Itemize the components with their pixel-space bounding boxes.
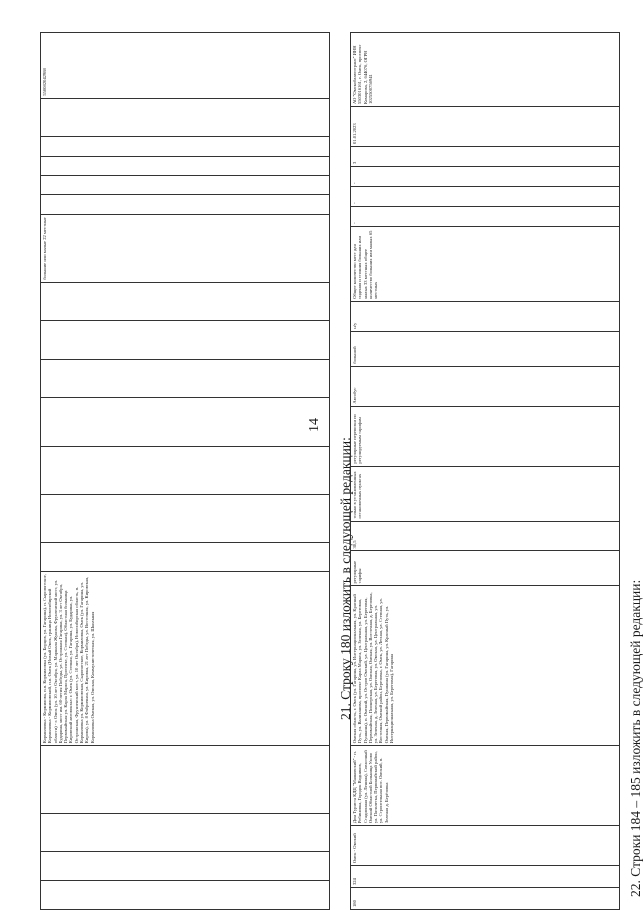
dash-cell: - (351, 166, 620, 186)
stops-cell: Кормиловка - Кормилова, п.п. Кормиловка (ул. Борцов, ул. Гагарина), п. Сыропятское, Кормиловка - Кормиловский, п.п. Омск (Новый Омск, граница Новосибирской области) - г. Омск (ул. 10 лет Октября, ул. Маршала Жукова, Фрунзенский мост, ул. Бударина, мост им. 60-летия Победы, ул. Острожная Гагарина, ул. 3 лет Октября, Первомайская ул. Карла Маркса, Проспект, ул. Степная), Областная больница Кировский автовокзал: г. Омск (ул. Степная, ул. Гагарина, ул. Бударина, ул. Острожская, Фрунзенский мост, ул. 10 лет Октября), Новосибирская область, п. Кормиловка ул. Кормиловская, Сыропятское, Кормиловка, Омск (ул. Гагарина, ул. Кирова), ул. 8 Фабричная, ул. Кировка, 21 лет Победы, ул. Восточная, ул. Кировская, Кормиловка Омская, ул. Омская, Коммунистическая, ул. Школьная (41, 571, 330, 745)
locality-cell: Омск - Омский (351, 826, 620, 866)
table-row-180 (350, 32, 620, 910)
page-number: 14 (307, 418, 322, 432)
route-name-cell: Дом Туриста КДЦ "Маяковский" - п. Ребиновка, Городок Водников, Стадионная (ул. Ленина), Совхозный Омский Областной Больница Ухово ул. Пятилетка, Первомайский район, ул. Строительная пос. Омский, п. Зеленая д. Берёзовка (351, 746, 620, 826)
section-heading-22: 22. Строки 184 – 185 изложить в следующей редакции: (628, 579, 643, 897)
table-row (351, 33, 620, 910)
start-date-cell: 01.01.2023 (351, 107, 620, 147)
table-fragment-top (40, 32, 330, 910)
carrier-cell: АО "Омскоблавтотранс" ИНН 5503016161, г. Омск, проспект Комарова, 2, 644076, ОГРН 1025500756941 (351, 33, 620, 107)
vehicle-class-cell: большой (351, 331, 620, 366)
capacity-cell: Общее количество мест для сидения и стояния больших или малых 33 местных общее количество больших или малых 65 местных (351, 226, 620, 301)
route-type-cell: регулярные тарифы (351, 551, 620, 586)
tariff-cell: регулярные перевозки по регулируемым тарифам (351, 406, 620, 466)
table-row (41, 33, 330, 910)
section-heading-21: 21. Строку 180 изложить в следующей редакции: (338, 437, 353, 720)
stops-cell: Омская область, г. Омск (ул. Гагарина, ул. Интернациональная, ул. Красный Путь, ул. Валиханова, проспект Карла Маркса, ул. Зеленая, ул. Береговая, Пушкина), п. Омский, ул. Остров Омский, ул. Центральная, ул. Береговая, Первомайская, Пионерская, ул. Омская, Омская, ул. Восточная, д. Березовка, ул. Зеленая, д. Зеленая, ул. Береговая, ул. Омская, ул. Центральная, ул. Восточная, Омский район, Березовка, г. Омск, ул. Лесная, ул. Степная, ул. Омская, Первомайская, Пушкина (ул. Гагарина, ул. Красный Путь, ул. Интернациональная, ул. Береговая), Гагарина (351, 586, 620, 746)
ecology-cell: н/у (351, 301, 620, 331)
count-cell: 3 (351, 147, 620, 167)
registry-cell: 550082042988 (41, 33, 330, 99)
dash-cell: - (351, 186, 620, 206)
capacity-cell: большие или малые 22 местные (41, 214, 330, 282)
reg-number-cell: 324 (351, 866, 620, 888)
row-number-cell: 180 (351, 888, 620, 910)
vehicle-type-cell: Автобус (351, 366, 620, 406)
length-cell: 30,5 (351, 521, 620, 551)
dash-cell: - (351, 206, 620, 226)
stop-order-cell: только в установленных остановочных пунктах (351, 466, 620, 521)
